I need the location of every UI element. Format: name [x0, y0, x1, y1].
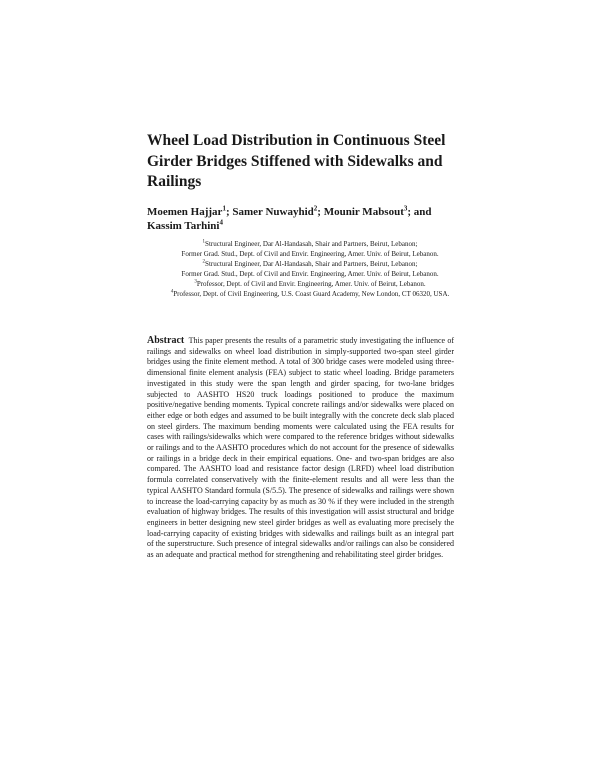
- author-separator: ;: [317, 206, 324, 218]
- affiliation-text: Former Grad. Stud., Dept. of Civil and Envir. Engineering, Amer. Univ. of Beirut, Lebanon.: [181, 270, 439, 278]
- affiliation-line: [150, 279, 470, 289]
- author-name: Kassim Tarhini: [147, 220, 220, 232]
- affiliation-line: [150, 259, 470, 269]
- affiliation-line-wrapping: [150, 289, 470, 299]
- abstract-text: This paper presents the results of a parametric study investigating the influence of railings and sidewalks on wheel load distribution in simply-supported two-span steel girder bridges using the finite element method. A total of 300 bridge cases were modeled using three-dimensional finite element analysis (FEA) subject to static wheel loading. Bridge parameters investigated in this study were the span length and girder spacing, for two-lane bridges subjected to AASHTO HS20 truck loadings positioned to produce the maximum positive/negative bending moments. Typical concrete railings and/or sidewalks were placed on either edge or both edges and assumed to be built integrally with the concrete deck slab placed on steel girders. The maximum bending moments were calculated using the FEA results for cases with railings/sidewalks which were compared to the reference bridges without sidewalks or railings and to the AASHTO procedures which do not account for the presence of sidewalks or railings in a bridge deck in their empirical equations. One- and two-span bridges are also compared. The AASHTO load and resistance factor design (LRFD) wheel load distribution formula correlated conservatively with the finite-element results and all were less than the typical AASHTO Standard formula (S/5.5). The presence of sidewalks and railings were shown to increase the load-carrying capacity by as much as 30 % if they were included in the strength evaluation of highway bridges. The results of this investigation will assist structural and bridge engineers in better designing new steel girder bridges as well as evaluating more precisely the load-carrying capacity of existing bridges with sidewalks and railings built as an integral part of the superstructure. Such presence of integral sidewalks and/or railings can also be considered as an adequate and practical method for strengthening and rehabilitating steel girder bridges.: [147, 336, 455, 560]
- affiliation-mark: 3: [194, 279, 197, 285]
- affiliation-text: Structural Engineer, Dar Al-Handasah, Shair and Partners, Beirut, Lebanon;: [205, 240, 418, 248]
- abstract-paragraph: [147, 336, 454, 561]
- author-separator: ;: [225, 206, 233, 218]
- affiliation-mark: 4: [170, 289, 174, 295]
- affiliation-line: [150, 249, 470, 259]
- affiliation-mark: 2: [202, 259, 206, 265]
- affiliation-text: Professor, Dept. of Civil and Envir. Engineering, Amer. Univ. of Beirut, Lebanon.: [196, 280, 426, 288]
- affiliation-line: [150, 269, 470, 279]
- author-mark: 2: [313, 204, 318, 213]
- author-name: Moemen Hajjar: [147, 206, 223, 218]
- author-mark: 4: [219, 218, 223, 227]
- author-separator: ; and: [407, 206, 432, 218]
- affiliation-mark: 1: [202, 239, 206, 245]
- author-mark: 1: [222, 204, 226, 213]
- affiliation-text: Former Grad. Stud., Dept. of Civil and Envir. Engineering, Amer. Univ. of Beirut, Lebanon.: [181, 250, 439, 258]
- affiliation-list: [150, 239, 470, 299]
- affiliation-text: Structural Engineer, Dar Al-Handasah, Shair and Partners, Beirut, Lebanon;: [205, 260, 418, 268]
- author-mark: 3: [403, 204, 408, 213]
- author-name: Mounir Mabsout: [323, 206, 404, 218]
- paper-title: Wheel Load Distribution in Continuous Steel Girder Bridges Stiffened with Sidewalks and Railings: [147, 132, 446, 190]
- affiliation-line: [150, 239, 470, 249]
- author-list: [147, 205, 467, 233]
- author-name: Samer Nuwayhid: [232, 206, 314, 218]
- affiliation-text: Professor, Dept. of Civil Engineering, U.S. Coast Guard Academy, New London, CT 06320, USA.: [173, 290, 450, 298]
- abstract-label: Abstract: [147, 335, 185, 346]
